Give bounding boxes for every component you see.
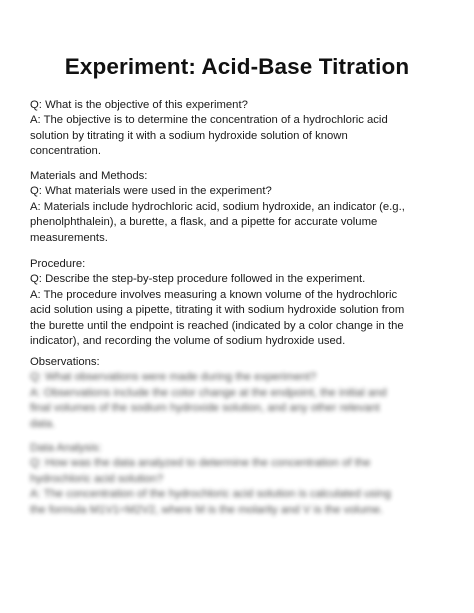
materials-answer-line-1: A: Materials include hydrochloric acid, sodium hydroxide, an indicator (e.g., [30,200,405,213]
procedure-answer-line-1: A: The procedure involves measuring a known volume of the hydrochloric [30,288,398,301]
objective-answer-line-1: A: The objective is to determine the concentration of a hydrochloric acid [30,114,388,127]
objective-section [30,98,450,160]
procedure-section [30,257,450,349]
materials-answer-line-3: measurements. [30,231,108,244]
materials-section [30,169,450,246]
procedure-answer-line-3: the burette until the endpoint is reached (indicated by a color change in the [30,319,404,332]
data-analysis-answer-line-1: A: The concentration of the hydrochloric acid solution is calculated using [30,488,391,501]
observations-section [30,355,450,432]
procedure-question: Q: Describe the step-by-step procedure followed in the experiment. [30,273,366,286]
observations-heading: Observations: [30,356,100,368]
observations-question: Q: What observations were made during the experiment? [30,371,317,384]
objective-answer-line-2: solution by titrating it with a sodium hydroxide solution of known [30,129,348,142]
materials-question: Q: What materials were used in the experiment? [30,185,272,198]
objective-question: Q: What is the objective of this experiment? [30,99,248,111]
procedure-answer-line-4: indicator), and recording the volume of sodium hydroxide used. [30,335,346,348]
procedure-answer-line-2: acid solution using a pipette, titrating it with sodium hydroxide solution from [30,304,405,317]
procedure-heading: Procedure: [30,258,86,270]
materials-answer-line-2: phenolphthalein), a burette, a flask, and a pipette for accurate volume [30,216,378,229]
observations-answer-line-2: final volumes of the sodium hydroxide solution, and any other relevant [30,402,380,415]
data-analysis-section [30,441,450,518]
observations-answer-line-1: A: Observations include the color change at the endpoint, the initial and [30,386,387,399]
data-analysis-question-line-2: hydrochloric acid solution? [30,472,164,485]
document-title: Experiment: Acid-Base Titration [64,54,410,79]
objective-answer-line-3: concentration. [30,145,101,158]
observations-blurred-content [30,370,450,432]
data-analysis-question-line-1: Q: How was the data analyzed to determine the concentration of the [30,457,371,470]
data-analysis-heading: Data Analysis: [30,442,102,454]
materials-heading: Materials and Methods: [30,170,148,182]
observations-answer-line-3: data. [30,417,56,430]
data-analysis-answer-line-2: the formula M1V1=M2V2, where M is the molarity and V is the volume. [30,503,384,516]
